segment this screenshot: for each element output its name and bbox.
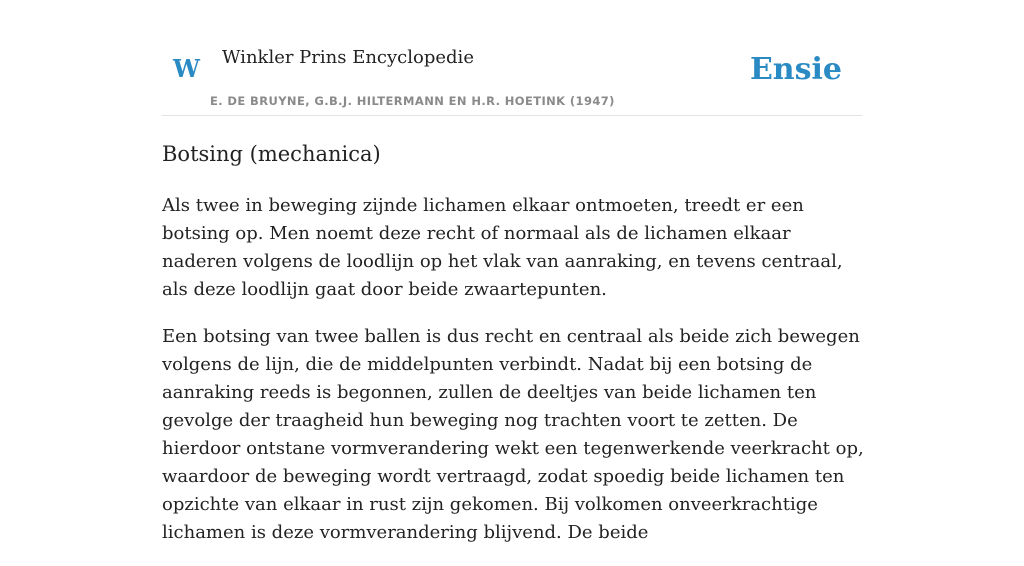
article-paragraph: Als twee in beweging zijnde lichamen elkaar ontmoeten, treedt er een botsing op. Men noemt deze recht of normaal als de lichamen elkaar naderen volgens de loodlijn op het vlak van aanraking, en tevens centraal, als deze loodlijn gaat door beide zwaartepunten. [162, 195, 843, 300]
ensie-logo-link[interactable]: Ensie [749, 52, 842, 87]
winkler-prins-logo-icon[interactable]: W [173, 54, 200, 83]
article-title: Botsing (mechanica) [162, 142, 381, 166]
article [162, 139, 864, 566]
article-paragraph: Een botsing van twee ballen is dus recht en centraal als beide zich bewegen volgens de lijn, die de middelpunten verbindt. Nadat bij een botsing de aanraking reeds is begonnen, zullen de deeltjes van beide lichamen ten gevolge der traagheid hun beweging nog trachten voort te zetten. De hierdoor ontstane vormverandering wekt een tegenwerkende veerkracht op, waardoor de beweging wordt vertraagd, zodat spoedig beide lichamen ten opzichte van elkaar in rust zijn gekomen. Bij volkomen onveerkrachtige lichamen is deze vormverandering blijvend. De beide [162, 326, 864, 543]
source-authors: E. DE BRUYNE, G.B.J. HILTERMANN EN H.R. HOETINK (1947) [210, 94, 615, 108]
source-title[interactable]: Winkler Prins Encyclopedie [222, 47, 474, 68]
source-header [162, 36, 862, 116]
article-body [162, 192, 864, 547]
